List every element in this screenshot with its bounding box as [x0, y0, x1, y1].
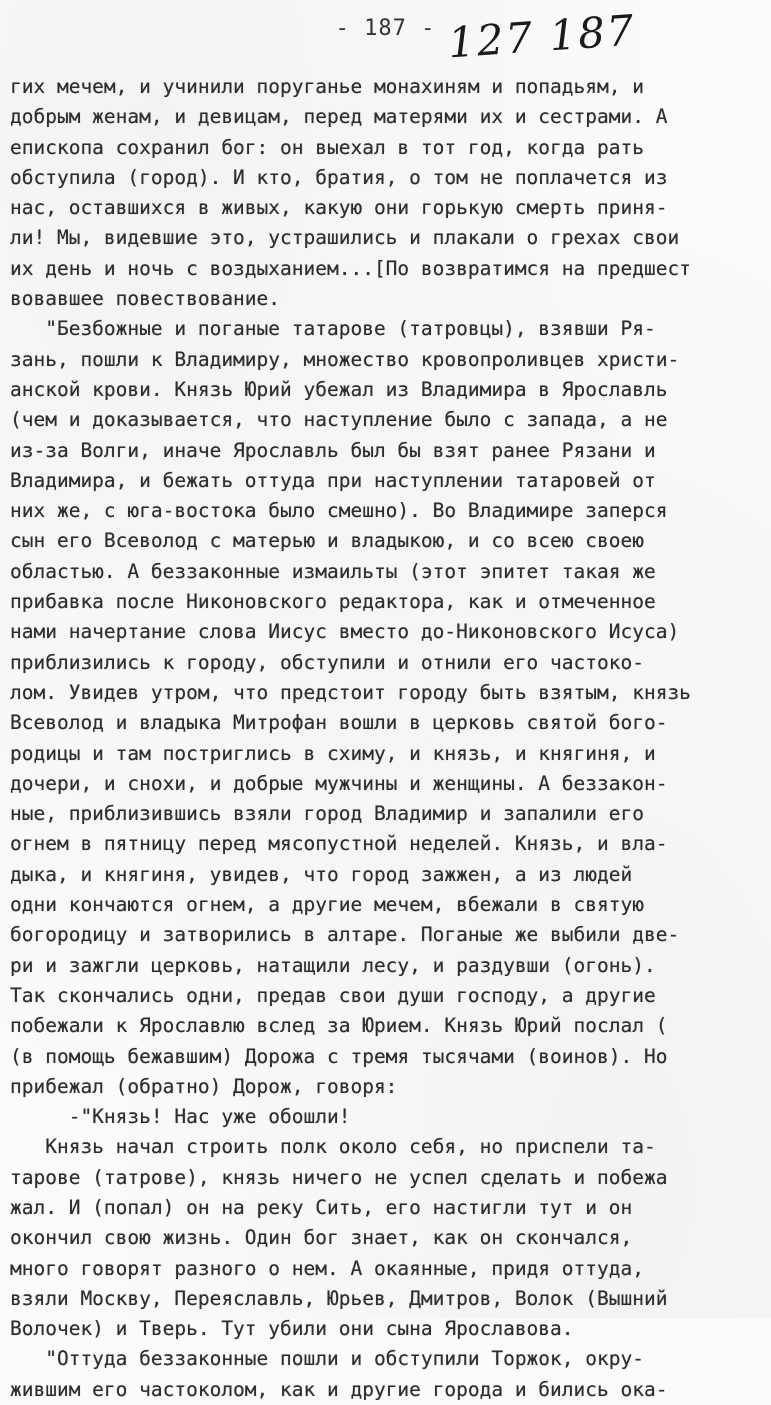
text-line: вовавшее повествование. [10, 287, 281, 311]
text-line: родицы и там постриглись в схиму, и князь, и княгиня, и [10, 741, 656, 765]
text-line: Владимира, и бежать оттуда при наступлении татаровей от [10, 468, 656, 492]
text-line: Так скончались одни, предав свои души господу, а другие [10, 983, 656, 1007]
text-line: них же, с юга-востока было смешно). Во Владимире заперся [10, 499, 668, 523]
text-line: побежали к Ярославлю вслед за Юрием. Князь Юрий послал ( [10, 1014, 668, 1038]
text-line: лом. Увидев утром, что предстоит городу быть взятым, князь [10, 680, 691, 704]
text-line: много говорят разного о нем. А окаянные, придя оттуда, [10, 1256, 644, 1280]
text-line: окончил свою жизнь. Один бог знает, как он скончался, [10, 1226, 633, 1250]
text-line: богородицу и затворились в алтаре. Поганые же выбили две- [10, 923, 680, 947]
text-line: епископа сохранил бог: он выехал в тот год, когда рать [10, 135, 644, 159]
text-line: обступила (город). И кто, братия, о том не поплачется из [10, 165, 668, 189]
text-line: тарове (татрове), князь ничего не успел сделать и побежа [10, 1165, 668, 1189]
text-line: гих мечем, и учинили поруганье монахиням и попадьям, и [10, 75, 644, 98]
text-line: их день и ночь с воздыханием...[По возвратимся на предшест [10, 256, 691, 280]
text-line: взяли Москву, Переяславль, Юрьев, Дмитров, Волок (Вышний [10, 1286, 668, 1310]
handwritten-page-number: 127 187 [446, 5, 638, 68]
text-line: анской крови. Князь Юрий убежал из Владимира в Ярославль [10, 377, 668, 401]
text-line: сын его Всеволод с матерью и владыкою, и со всею своею [10, 529, 644, 553]
text-line: Всеволод и владыка Митрофан вошли в церковь святой бого- [10, 711, 668, 735]
text-line: областью. А беззаконные измаильты (этот эпитет такая же [10, 559, 656, 583]
text-line: ли! Мы, видевшие это, устрашились и плакали о грехах свои [10, 226, 680, 250]
text-line: дыка, и княгиня, увидев, что город зажжен, а из людей [10, 862, 633, 886]
text-line: ри и зажгли церковь, натащили лесу, и раздувши (огонь). [10, 953, 656, 977]
text-line: нас, оставшихся в живых, какую они горькую смерть приня- [10, 196, 668, 220]
text-line: нами начертание слова Иисус вместо до-Никоновского Исуса) [10, 620, 680, 644]
text-line: "Оттуда беззаконные пошли и обступили Торжок, окру- [10, 1347, 644, 1371]
text-line: жившим его частоколом, как и другие города и бились ока- [10, 1377, 668, 1401]
text-line: -"Князь! Нас уже обошли! [10, 1105, 351, 1129]
text-line: "Безбожные и поганые татарове (татровцы), взявши Ря- [10, 317, 656, 341]
text-line: добрым женам, и девицам, перед матерями их и сестрами. А [10, 105, 668, 129]
text-line: одни кончаются огнем, а другие мечем, вбежали в святую [10, 893, 644, 917]
text-line: из-за Волги, иначе Ярославль был бы взят ранее Рязани и [10, 438, 656, 462]
text-line: Волочек) и Тверь. Тут убили они сына Ярославова. [10, 1317, 574, 1341]
text-line: прибавка после Никоновского редактора, как и отмеченное [10, 590, 656, 614]
page-number: - 187 - [335, 16, 436, 41]
text-line: Князь начал строить полк около себя, но приспели та- [10, 1135, 656, 1159]
text-line: дочери, и снохи, и добрые мужчины и женщины. А беззакон- [10, 771, 668, 795]
text-line: (чем и доказывается, что наступление было с запада, а не [10, 408, 668, 432]
body-text [10, 72, 765, 1405]
text-line: жал. И (попал) он на реку Сить, его настигли тут и он [10, 1195, 633, 1219]
text-line: зань, пошли к Владимиру, множество кровопроливцев христи- [10, 347, 680, 371]
text-line: огнем в пятницу перед мясопустной неделей. Князь, и вла- [10, 832, 668, 856]
text-line: ные, приблизившись взяли город Владимир и запалили его [10, 802, 644, 826]
text-line: (в помощь бежавшим) Дорожа с тремя тысячами (воинов). Но [10, 1044, 668, 1068]
text-line: приблизились к городу, обступили и отнили его частоко- [10, 650, 644, 674]
text-line: прибежал (обратно) Дорож, говоря: [10, 1074, 398, 1098]
